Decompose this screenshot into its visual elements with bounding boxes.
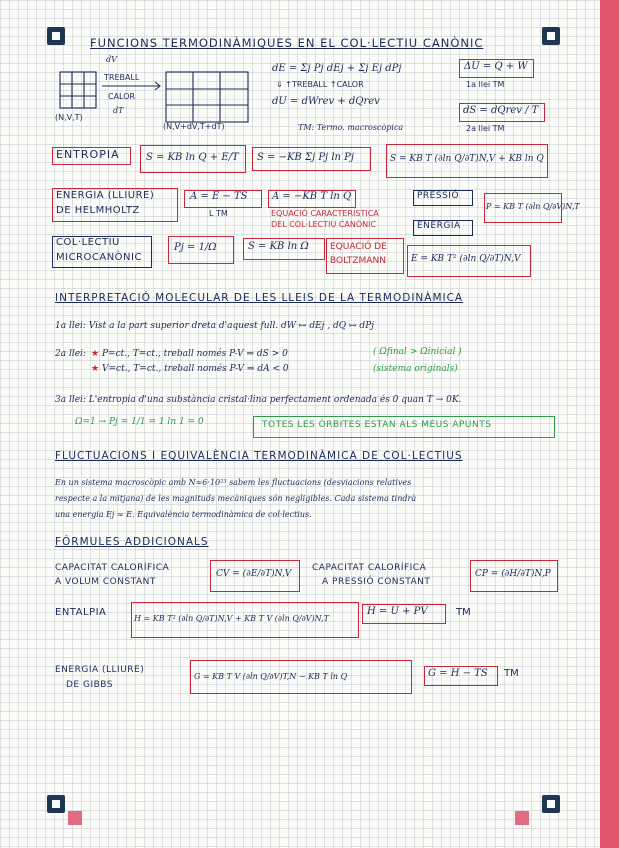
fluctuations-line2: respecte a la mitjana) de les magnituds mecàniques són negligibles. Cada sistema tindrà [55,494,417,503]
cp-label-line2: A PRESSIÓ CONSTANT [322,577,431,587]
law2-star-b: ★ [91,364,100,374]
cv-label-line2: A VOLUM CONSTANT [55,577,156,587]
fluctuations-line3: una energia Ej ≈ E. Equivalència termodinàmica de col·lectius. [55,510,312,519]
interpretation-law1: 1a llei: Vist a la part superior dreta d'aquest full. dW ↦ dEj , dQ ↦ dPj [55,321,375,331]
gibbs-label-line1: ENERGIA (LLIURE) [55,665,145,675]
diagram-work-label: TREBALL [104,73,140,82]
interpretation-law2-a: P=ct., T=ct., treball només P-V ⇒ dS > 0 [102,349,288,359]
process-diagram [54,58,264,138]
tm-note: TM: Termo. macroscòpica [298,123,404,132]
helmholtz-red-note-line2: DEL COL·LECTIU CANÒNIC [271,220,377,229]
pink-tab-right [515,811,529,825]
microcanonic-eq1: Pj = 1/Ω [174,242,217,253]
energy-eq: E = KB T² (∂ln Q/∂T)N,V [411,254,521,264]
energy-eq-line3: dU = dWrev + dQrev [272,96,380,107]
boltzmann-note-line1: EQUACIÓ DE [330,242,387,252]
boltzmann-note-line2: BOLTZMANN [330,256,386,266]
diagram-dt: dT [113,106,124,115]
first-law: ΔU = Q + W [464,61,528,72]
corner-marker-bottom-left [47,795,65,813]
microcanonic-label-line2: MICROCANÒNIC [56,252,142,263]
corner-marker-bottom-right [542,795,560,813]
cv-eq: CV = (∂E/∂T)N,V [216,569,292,579]
helmholtz-red-note-line1: EQUACIÓ CARACTERÍSTICA [271,209,379,218]
cp-eq: CP = (∂H/∂T)N,P [475,569,551,579]
gibbs-label-line2: DE GIBBS [66,680,114,690]
interpretation-heading: INTERPRETACIÓ MOLECULAR DE LES LLEIS DE LA TERMODINÀMICA [55,292,464,304]
interpretation-law2-b: V=ct., T=ct., treball només P-V ⇒ dA < 0 [102,364,289,374]
microcanonic-eq2: S = KB ln Ω [248,241,309,252]
corner-marker-top-right [542,27,560,45]
enthalpy-tm-note: TM [456,607,471,618]
entropy-label: ENTROPIA [56,148,120,161]
additional-heading: FÓRMULES ADDICIONALS [55,536,209,548]
enthalpy-tm: H = U + PV [367,606,428,617]
microcanonic-label-line1: COL·LECTIU [56,237,120,248]
helmholtz-eq1-note: L TM [209,209,228,218]
interpretation-law3-green: TOTES LES ÒRBITES ESTAN ALS MEUS APUNTS [262,420,492,430]
enthalpy-label: ENTALPIA [55,607,107,618]
gibbs-tm: G = H − TS [428,668,488,679]
enthalpy-eq: H = KB T² (∂ln Q/∂T)N,V + KB T V (∂ln Q/∂V)N,T [134,614,329,623]
fluctuations-heading: FLUCTUACIONS I EQUIVALÈNCIA TERMODINÀMICA DE COL·LECTIUS [55,450,463,462]
diagram-heat-label: CALOR [108,92,136,101]
margin-stripe [600,0,619,848]
cp-label-line1: CAPACITAT CALORÍFICA [312,563,427,573]
diagram-dv: dV [106,55,117,64]
helmholtz-label-line2: DE HELMHOLTZ [56,205,140,216]
interpretation-law3-sub: Ω=1 → Pj = 1/1 = 1 ln 1 = 0 [75,417,204,427]
fluctuations-line1: En un sistema macroscòpic amb N≈6·10²³ sabem les fluctuacions (desviacions relatives [55,478,412,487]
entropy-eq3: S = KB T (∂ln Q/∂T)N,V + KB ln Q [390,154,544,164]
interpretation-law2-a-note: ( Ωfinal > Ωinicial ) [373,347,462,357]
helmholtz-eq1: A = E − TS [190,191,248,202]
helmholtz-eq2: A = −KB T ln Q [272,191,352,202]
helmholtz-label-line1: ENERGIA (LLIURE) [56,190,155,201]
second-law-label: 2a llei TM [466,124,505,133]
gibbs-eq: G = KB T V (∂ln Q/∂V)T,N − KB T ln Q [194,672,348,681]
pressure-label: PRESSIÓ [417,191,460,201]
first-law-label: 1a llei TM [466,80,505,89]
energy-eq-line2: ⇓ ↑TREBALL ↑CALOR [276,80,364,89]
entropy-eq2: S = −KB Σj Pj ln Pj [257,152,354,163]
interpretation-law2-label: 2a llei: [55,349,86,359]
pink-tab-left [68,811,82,825]
second-law: dS = dQrev / T [463,105,539,116]
page-title: FUNCIONS TERMODINÀMIQUES EN EL COL·LECTIU CANÒNIC [90,36,484,50]
corner-marker-top-left [47,27,65,45]
law2-star-a: ★ [91,349,100,359]
energy-eq-line1: dE = Σj Pj dEj + Σj Ej dPj [272,63,402,74]
pressure-eq: P = KB T (∂ln Q/∂V)N,T [486,202,580,211]
diagram-left-state: (N,V,T) [55,113,83,122]
cv-label-line1: CAPACITAT CALORÍFICA [55,563,170,573]
interpretation-law3: 3a llei: L'entropia d'una substància cristal·lina perfectament ordenada és 0 quan T → 0K. [55,395,462,405]
gibbs-tm-note: TM [504,668,519,679]
energy-label: ENERGIA [417,221,461,231]
entropy-eq1: S = KB ln Q + E/T [146,152,239,163]
diagram-right-state: (N,V+dV,T+dT) [163,122,225,131]
interpretation-law2-b-note: (sistema originals) [373,364,458,374]
